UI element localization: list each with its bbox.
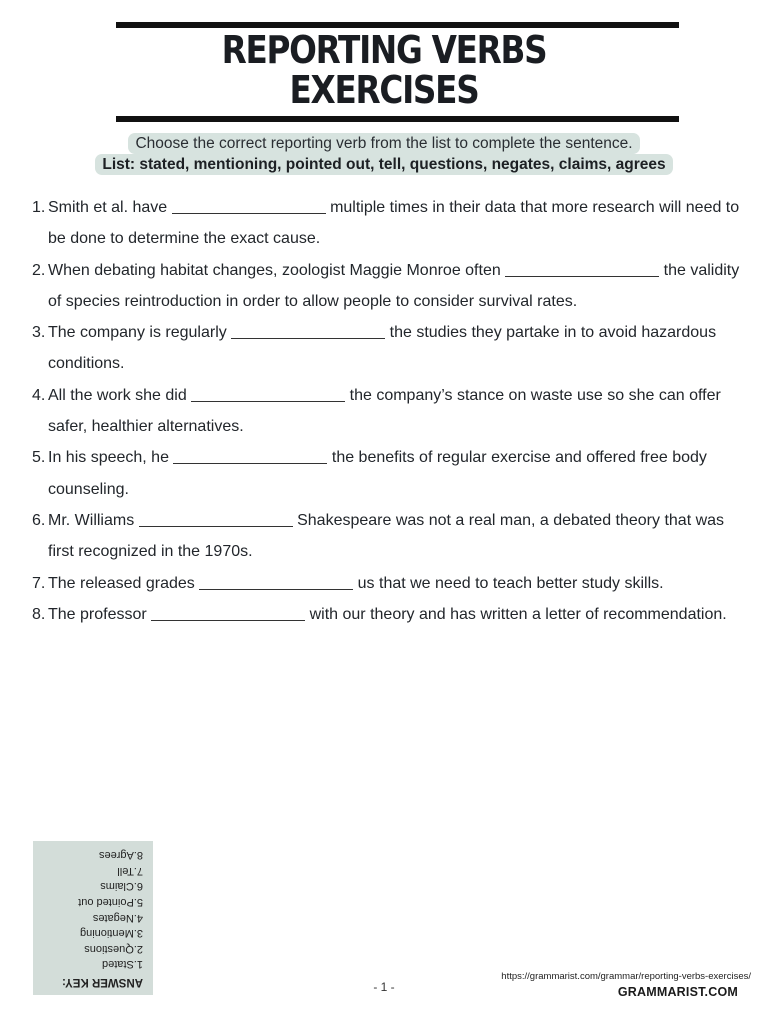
question-text-before: The released grades [48, 574, 200, 592]
answer-key-item: 4.Negates [92, 911, 143, 924]
question-item [32, 505, 742, 568]
question-number: 3. [32, 324, 46, 342]
question-item [32, 380, 742, 443]
question-number: 4. [32, 386, 46, 404]
question-number: 5. [32, 449, 46, 467]
answer-key-item: 2.Questions [84, 942, 143, 955]
answer-blank[interactable] [172, 195, 326, 214]
answer-key-item: 1.Stated [102, 958, 143, 971]
question-text-before: All the work she did [48, 386, 192, 404]
question-item [32, 568, 742, 599]
question-text-before: The company is regularly [48, 324, 232, 342]
answer-key-box [33, 841, 153, 995]
question-number: 1. [32, 199, 46, 216]
answer-key-item: 7.Tell [117, 864, 143, 877]
instructions-text: Choose the correct reporting verb from the list to complete the sentence. [128, 133, 639, 154]
question-item [32, 599, 742, 630]
answer-blank[interactable] [139, 508, 293, 527]
answer-key-rotated [33, 841, 153, 995]
answer-blank[interactable] [231, 320, 385, 339]
answer-key-item: 5.Pointed out [78, 896, 143, 909]
question-text-after: the benefits of regular exercise and offered free body counseling. [48, 449, 707, 498]
page-number: - 1 - [373, 980, 395, 994]
question-text-after: Shakespeare was not a real man, a debated theory that was first recognized in the 1970s. [48, 511, 725, 561]
footer-brand: GRAMMARIST.COM [617, 985, 738, 999]
question-text-after: with our theory and has written a letter of recommendation. [305, 605, 727, 623]
question-text-before: Smith et al. have [48, 199, 172, 216]
question-number: 2. [32, 261, 46, 279]
question-text-before: In his speech, he [48, 449, 174, 467]
title-line-2: EXERCISES [289, 68, 479, 112]
answer-key-item: 3.Mentioning [80, 927, 143, 940]
word-list: List: stated, mentioning, pointed out, tell, questions, negates, claims, agrees [95, 154, 672, 175]
question-item [32, 192, 742, 255]
page-title [54, 30, 714, 110]
question-number: 6. [32, 511, 46, 529]
question-item [32, 255, 742, 318]
question-text-after: multiple times in their data that more research will need to be done to determine the exact cause. [48, 199, 740, 248]
question-text-after: the company’s stance on waste use so she can offer safer, healthier alternatives. [48, 386, 721, 436]
answer-key-item: 6.Claims [100, 880, 143, 893]
answer-blank[interactable] [505, 258, 659, 277]
question-text-before: When debating habitat changes, zoologist Maggie Monroe often [48, 261, 506, 279]
question-text-before: The professor [48, 605, 152, 623]
question-text-after: the studies they partake in to avoid hazardous conditions. [48, 324, 717, 373]
answer-key-item: 8.Agrees [98, 849, 143, 862]
question-text-before: Mr. Williams [48, 511, 139, 529]
answer-blank[interactable] [173, 445, 327, 464]
question-number: 8. [32, 605, 46, 623]
question-text-after: us that we need to teach better study skills. [353, 574, 664, 592]
footer-url-link[interactable]: https://grammarist.com/grammar/reporting-verbs-exercises/ [501, 971, 751, 982]
question-text-after: the validity of species reintroduction in order to allow people to consider survival rates. [48, 261, 740, 310]
instructions [0, 133, 768, 175]
answer-key-heading: ANSWER KEY: [62, 976, 143, 988]
answer-blank[interactable] [151, 602, 305, 621]
question-number: 7. [32, 574, 46, 592]
answer-blank[interactable] [191, 383, 345, 402]
question-item [32, 317, 742, 380]
question-list [32, 192, 742, 630]
answer-blank[interactable] [199, 571, 353, 590]
title-line-1: REPORTING VERBS [221, 28, 547, 72]
question-item [32, 442, 742, 505]
title-bottom-rule [116, 116, 679, 122]
